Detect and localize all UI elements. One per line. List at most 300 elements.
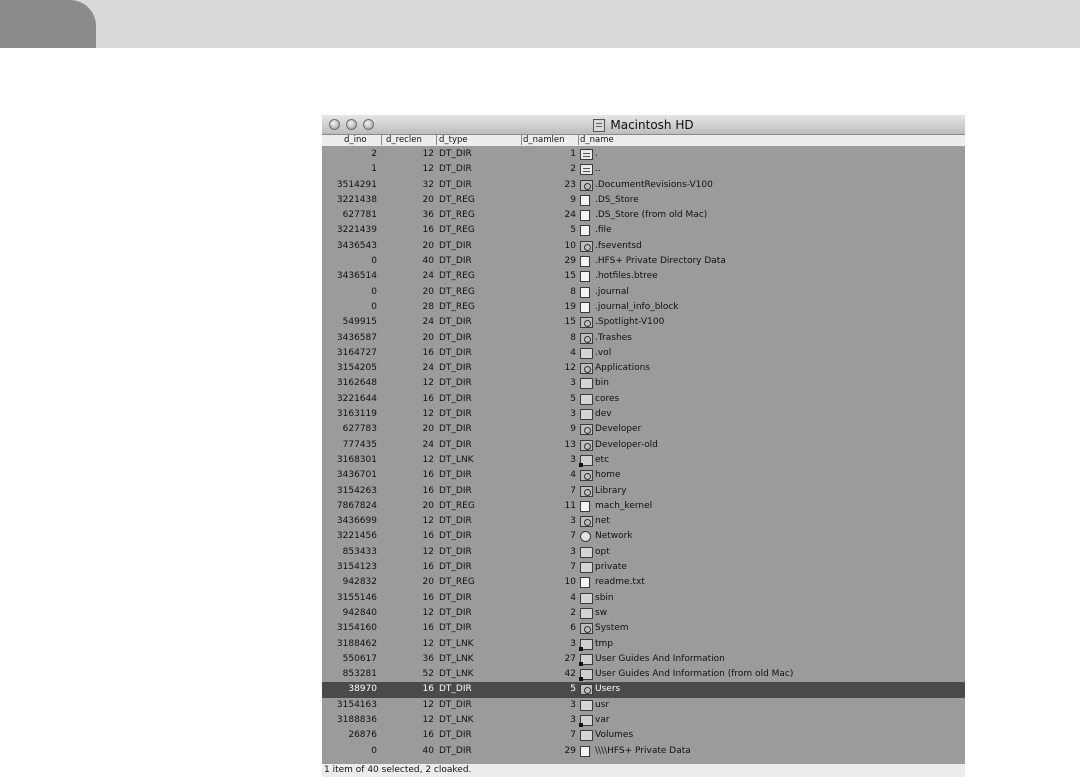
table-row[interactable] <box>322 376 965 391</box>
cell-d-reclen: 20 <box>422 577 434 588</box>
folder-icon <box>580 547 593 558</box>
table-row[interactable] <box>322 407 965 422</box>
folder-icon <box>580 394 593 405</box>
cell-d-reclen: 28 <box>422 301 434 312</box>
cell-d-name: .DS_Store <box>595 194 639 205</box>
cell-d-name: Developer-old <box>595 439 658 450</box>
cell-d-ino: 550617 <box>342 653 377 664</box>
cell-d-ino: 1 <box>371 164 377 175</box>
cell-d-reclen: 40 <box>422 256 434 267</box>
cell-d-reclen: 32 <box>422 179 434 190</box>
cell-d-reclen: 16 <box>422 470 434 481</box>
cell-d-namlen: 8 <box>570 332 576 343</box>
system-folder-icon <box>580 486 593 497</box>
cell-d-ino: 38970 <box>348 684 377 695</box>
cell-d-type: DT_DIR <box>439 149 472 159</box>
cell-d-reclen: 16 <box>422 562 434 573</box>
cell-d-namlen: 4 <box>570 347 576 358</box>
table-row[interactable] <box>322 239 965 254</box>
table-row[interactable] <box>322 468 965 483</box>
cell-d-type: DT_LNK <box>439 638 474 649</box>
column-header <box>322 135 965 147</box>
cell-d-reclen: 16 <box>422 684 434 695</box>
file-icon <box>580 287 590 298</box>
cell-d-namlen: 7 <box>570 531 576 542</box>
cell-d-namlen: 29 <box>564 745 576 756</box>
network-icon <box>580 531 591 542</box>
folder-icon <box>580 409 593 420</box>
cell-d-ino: 3163119 <box>336 409 377 420</box>
cell-d-namlen: 23 <box>564 179 576 190</box>
cell-d-ino: 3221438 <box>336 194 377 205</box>
folder-icon <box>580 348 593 359</box>
cell-d-namlen: 5 <box>570 393 576 404</box>
cell-d-reclen: 16 <box>422 225 434 236</box>
cell-d-name: Users <box>595 684 621 695</box>
cell-d-reclen: 24 <box>422 363 434 374</box>
cell-d-type: DT_REG <box>439 225 475 236</box>
cell-d-ino: 3154205 <box>336 363 377 374</box>
cell-d-type: DT_DIR <box>439 684 472 695</box>
top-banner <box>0 0 1080 48</box>
cell-d-namlen: 11 <box>564 500 576 511</box>
cell-d-name: sbin <box>595 592 614 603</box>
cell-d-reclen: 36 <box>422 210 434 221</box>
file-icon <box>580 302 590 313</box>
cell-d-type: DT_DIR <box>439 256 472 267</box>
table-row[interactable] <box>322 438 965 453</box>
cell-d-reclen: 16 <box>422 347 434 358</box>
cell-d-name: Applications <box>595 363 650 374</box>
system-folder-icon <box>580 180 593 191</box>
cell-d-reclen: 12 <box>422 516 434 527</box>
cell-d-name: bin <box>595 378 609 389</box>
status-text: 1 item of 40 selected, 2 cloaked. <box>324 765 472 775</box>
cell-d-name: tmp <box>595 638 614 649</box>
cell-d-ino: 3188462 <box>336 638 377 649</box>
column-divider[interactable] <box>521 135 522 145</box>
cell-d-name: opt <box>595 546 610 557</box>
folder-icon <box>580 730 593 741</box>
cell-d-reclen: 12 <box>422 409 434 420</box>
cell-d-ino: 3168301 <box>336 454 377 465</box>
cell-d-type: DT_DIR <box>439 485 472 496</box>
cell-d-namlen: 5 <box>570 225 576 236</box>
cell-d-type: DT_DIR <box>439 363 472 374</box>
cell-d-name: .HFS+ Private Directory Data <box>595 256 726 267</box>
cell-d-type: DT_REG <box>439 577 475 588</box>
alias-icon <box>580 455 593 466</box>
cell-d-ino: 3154123 <box>336 562 377 573</box>
cell-d-reclen: 12 <box>422 454 434 465</box>
file-icon <box>580 195 590 206</box>
cell-d-type: DT_DIR <box>439 607 472 618</box>
cell-d-type: DT_DIR <box>439 332 472 343</box>
cell-d-type: DT_REG <box>439 271 475 282</box>
table-row[interactable] <box>322 208 965 223</box>
table-row[interactable] <box>322 315 965 330</box>
table-row[interactable] <box>322 621 965 636</box>
system-folder-icon <box>580 684 593 695</box>
cell-d-reclen: 24 <box>422 317 434 328</box>
cell-d-namlen: 10 <box>564 577 576 588</box>
cell-d-type: DT_DIR <box>439 546 472 557</box>
cell-d-type: DT_DIR <box>439 516 472 527</box>
cell-d-reclen: 16 <box>422 485 434 496</box>
cell-d-name: dev <box>595 409 612 420</box>
cell-d-reclen: 12 <box>422 607 434 618</box>
cell-d-name: .vol <box>595 347 612 358</box>
alias-icon <box>580 715 593 726</box>
title-area <box>322 115 965 135</box>
cell-d-namlen: 7 <box>570 562 576 573</box>
cell-d-name: System <box>595 623 629 634</box>
cell-d-reclen: 20 <box>422 500 434 511</box>
cell-d-type: DT_DIR <box>439 730 472 741</box>
cell-d-ino: 3154263 <box>336 485 377 496</box>
table-row[interactable] <box>322 514 965 529</box>
cell-d-name: sw <box>595 607 608 618</box>
table-row[interactable] <box>322 484 965 499</box>
cell-d-reclen: 12 <box>422 699 434 710</box>
cell-d-namlen: 7 <box>570 730 576 741</box>
cell-d-reclen: 36 <box>422 653 434 664</box>
cell-d-name: private <box>595 562 627 573</box>
cell-d-namlen: 7 <box>570 485 576 496</box>
cell-d-name: Volumes <box>595 730 634 741</box>
alias-icon <box>580 639 593 650</box>
cell-d-ino: 2 <box>371 149 377 159</box>
cell-d-namlen: 3 <box>570 516 576 527</box>
cell-d-name: Library <box>595 485 627 496</box>
cell-d-name: .. <box>595 164 601 175</box>
cell-d-namlen: 3 <box>570 714 576 725</box>
table-row[interactable] <box>322 606 965 621</box>
cell-d-reclen: 16 <box>422 393 434 404</box>
table-row[interactable] <box>322 591 965 606</box>
table-row[interactable] <box>322 331 965 346</box>
file-list <box>322 147 965 759</box>
cell-d-type: DT_REG <box>439 301 475 312</box>
folder-icon <box>580 593 593 604</box>
cell-d-reclen: 12 <box>422 378 434 389</box>
system-folder-icon <box>580 333 593 344</box>
cell-d-namlen: 42 <box>564 669 576 680</box>
cell-d-namlen: 15 <box>564 271 576 282</box>
cell-d-reclen: 12 <box>422 546 434 557</box>
cell-d-name: .file <box>595 225 612 236</box>
cell-d-ino: 853281 <box>342 669 377 680</box>
cell-d-ino: 853433 <box>342 546 377 557</box>
column-d-reclen[interactable]: d_reclen <box>386 135 422 145</box>
cell-d-type: DT_DIR <box>439 409 472 420</box>
cell-d-reclen: 52 <box>422 669 434 680</box>
cell-d-type: DT_REG <box>439 194 475 205</box>
file-icon <box>580 746 590 757</box>
cell-d-ino: 3164727 <box>336 347 377 358</box>
cell-d-type: DT_DIR <box>439 424 472 435</box>
table-row[interactable] <box>322 147 965 162</box>
cell-d-reclen: 12 <box>422 714 434 725</box>
cell-d-ino: 3221644 <box>336 393 377 404</box>
status-bar <box>322 764 965 777</box>
cell-d-type: DT_LNK <box>439 653 474 664</box>
cell-d-namlen: 24 <box>564 210 576 221</box>
cell-d-reclen: 16 <box>422 623 434 634</box>
table-row[interactable] <box>322 499 965 514</box>
file-icon <box>580 225 590 236</box>
cell-d-ino: 942840 <box>342 607 377 618</box>
cell-d-ino: 3436699 <box>336 516 377 527</box>
cell-d-ino: 549915 <box>342 317 377 328</box>
table-row[interactable] <box>322 346 965 361</box>
cell-d-namlen: 2 <box>570 607 576 618</box>
table-row[interactable] <box>322 560 965 575</box>
finder-window <box>322 115 965 777</box>
table-row[interactable] <box>322 545 965 560</box>
file-icon <box>580 501 590 512</box>
cell-d-namlen: 1 <box>570 149 576 159</box>
cell-d-type: DT_DIR <box>439 699 472 710</box>
cell-d-name: etc <box>595 454 610 465</box>
cell-d-ino: 627783 <box>342 424 377 435</box>
cell-d-name: .fseventsd <box>595 240 642 251</box>
cell-d-type: DT_LNK <box>439 454 474 465</box>
cell-d-name: .hotfiles.btree <box>595 271 658 282</box>
table-row[interactable] <box>322 682 965 697</box>
cell-d-name: readme.txt <box>595 577 645 588</box>
column-d-namlen[interactable]: d_namlen <box>523 135 565 145</box>
cell-d-type: DT_DIR <box>439 623 472 634</box>
table-row[interactable] <box>322 652 965 667</box>
cell-d-reclen: 12 <box>422 149 434 159</box>
table-row[interactable] <box>322 223 965 238</box>
file-icon <box>580 577 590 588</box>
cell-d-type: DT_LNK <box>439 669 474 680</box>
cell-d-ino: 3436701 <box>336 470 377 481</box>
table-row[interactable] <box>322 713 965 728</box>
table-row[interactable] <box>322 422 965 437</box>
table-row[interactable] <box>322 162 965 177</box>
cell-d-reclen: 16 <box>422 730 434 741</box>
cell-d-namlen: 4 <box>570 470 576 481</box>
cell-d-namlen: 10 <box>564 240 576 251</box>
system-folder-icon <box>580 363 593 374</box>
cell-d-namlen: 3 <box>570 546 576 557</box>
column-d-name[interactable]: d_name <box>580 135 614 145</box>
cell-d-name: var <box>595 714 610 725</box>
folder-icon <box>580 608 593 619</box>
cell-d-namlen: 15 <box>564 317 576 328</box>
cell-d-namlen: 8 <box>570 286 576 297</box>
column-divider[interactable] <box>578 135 579 145</box>
system-folder-icon <box>580 470 593 481</box>
table-row[interactable] <box>322 285 965 300</box>
file-icon <box>580 256 590 267</box>
cell-d-namlen: 9 <box>570 424 576 435</box>
cell-d-ino: 3436543 <box>336 240 377 251</box>
hard-disk-icon <box>593 119 605 132</box>
cell-d-reclen: 24 <box>422 439 434 450</box>
table-row[interactable] <box>322 193 965 208</box>
cell-d-namlen: 27 <box>564 653 576 664</box>
cell-d-reclen: 16 <box>422 531 434 542</box>
cell-d-ino: 3436587 <box>336 332 377 343</box>
system-folder-icon <box>580 623 593 634</box>
cell-d-type: DT_DIR <box>439 347 472 358</box>
cell-d-reclen: 16 <box>422 592 434 603</box>
cell-d-reclen: 20 <box>422 332 434 343</box>
folder-icon <box>580 700 593 711</box>
cell-d-name: User Guides And Information (from old Mac) <box>595 669 794 680</box>
cell-d-name: .Trashes <box>595 332 632 343</box>
cell-d-ino: 0 <box>371 286 377 297</box>
cell-d-ino: 26876 <box>348 730 377 741</box>
alias-icon <box>580 654 593 665</box>
system-folder-icon <box>580 516 593 527</box>
cell-d-namlen: 19 <box>564 301 576 312</box>
disk-icon <box>580 149 593 160</box>
cell-d-name: User Guides And Information <box>595 653 725 664</box>
cell-d-name: . <box>595 149 598 159</box>
table-row[interactable] <box>322 453 965 468</box>
cell-d-reclen: 12 <box>422 164 434 175</box>
table-row[interactable] <box>322 744 965 759</box>
table-row[interactable] <box>322 529 965 544</box>
cell-d-name: net <box>595 516 610 527</box>
cell-d-type: DT_LNK <box>439 714 474 725</box>
cell-d-namlen: 12 <box>564 363 576 374</box>
window-title: Macintosh HD <box>610 118 694 132</box>
cell-d-name: Developer <box>595 424 642 435</box>
table-row[interactable] <box>322 637 965 652</box>
cell-d-type: DT_DIR <box>439 470 472 481</box>
cell-d-type: DT_DIR <box>439 592 472 603</box>
cell-d-name: \\\\HFS+ Private Data <box>595 745 691 756</box>
cell-d-name: Network <box>595 531 633 542</box>
cell-d-type: DT_DIR <box>439 317 472 328</box>
cell-d-ino: 3221456 <box>336 531 377 542</box>
cell-d-name: .Spotlight-V100 <box>595 317 665 328</box>
top-tab <box>0 0 96 48</box>
cell-d-type: DT_REG <box>439 286 475 297</box>
cell-d-ino: 0 <box>371 301 377 312</box>
cell-d-namlen: 6 <box>570 623 576 634</box>
cell-d-namlen: 3 <box>570 638 576 649</box>
cell-d-name: .journal <box>595 286 629 297</box>
cell-d-namlen: 29 <box>564 256 576 267</box>
cell-d-type: DT_DIR <box>439 179 472 190</box>
cell-d-namlen: 2 <box>570 164 576 175</box>
cell-d-ino: 627781 <box>342 210 377 221</box>
cell-d-type: DT_REG <box>439 500 475 511</box>
cell-d-namlen: 13 <box>564 439 576 450</box>
cell-d-namlen: 3 <box>570 378 576 389</box>
cell-d-type: DT_DIR <box>439 378 472 389</box>
cell-d-ino: 3154160 <box>336 623 377 634</box>
cell-d-name: home <box>595 470 621 481</box>
cell-d-namlen: 3 <box>570 699 576 710</box>
cell-d-type: DT_DIR <box>439 562 472 573</box>
cell-d-name: .DS_Store (from old Mac) <box>595 210 708 221</box>
column-divider[interactable] <box>381 135 382 145</box>
cell-d-type: DT_DIR <box>439 745 472 756</box>
disk-icon <box>580 164 593 175</box>
cell-d-ino: 3221439 <box>336 225 377 236</box>
cell-d-namlen: 4 <box>570 592 576 603</box>
column-d-type[interactable]: d_type <box>439 135 468 145</box>
title-bar[interactable] <box>322 115 965 135</box>
cell-d-name: .journal_info_block <box>595 301 679 312</box>
table-row[interactable] <box>322 575 965 590</box>
cell-d-type: DT_DIR <box>439 439 472 450</box>
system-folder-icon <box>580 317 593 328</box>
column-divider[interactable] <box>436 135 437 145</box>
cell-d-namlen: 3 <box>570 454 576 465</box>
folder-icon <box>580 562 593 573</box>
cell-d-ino: 3162648 <box>336 378 377 389</box>
cell-d-reclen: 40 <box>422 745 434 756</box>
cell-d-type: DT_REG <box>439 210 475 221</box>
cell-d-ino: 777435 <box>342 439 377 450</box>
system-folder-icon <box>580 424 593 435</box>
cell-d-reclen: 20 <box>422 424 434 435</box>
alias-icon <box>580 669 593 680</box>
table-row[interactable] <box>322 728 965 743</box>
table-row[interactable] <box>322 300 965 315</box>
cell-d-namlen: 5 <box>570 684 576 695</box>
table-row[interactable] <box>322 361 965 376</box>
table-row[interactable] <box>322 667 965 682</box>
cell-d-namlen: 3 <box>570 409 576 420</box>
system-folder-icon <box>580 241 593 252</box>
cell-d-namlen: 9 <box>570 194 576 205</box>
file-icon <box>580 271 590 282</box>
cell-d-type: DT_DIR <box>439 393 472 404</box>
system-folder-icon <box>580 440 593 451</box>
table-row[interactable] <box>322 698 965 713</box>
cell-d-ino: 942832 <box>342 577 377 588</box>
cell-d-type: DT_DIR <box>439 531 472 542</box>
cell-d-reclen: 20 <box>422 240 434 251</box>
cell-d-ino: 3155146 <box>336 592 377 603</box>
cell-d-reclen: 20 <box>422 286 434 297</box>
file-icon <box>580 210 590 221</box>
folder-icon <box>580 378 593 389</box>
cell-d-ino: 3188836 <box>336 714 377 725</box>
cell-d-name: mach_kernel <box>595 500 653 511</box>
table-row[interactable] <box>322 178 965 193</box>
cell-d-type: DT_DIR <box>439 240 472 251</box>
cell-d-type: DT_DIR <box>439 164 472 175</box>
cell-d-ino: 0 <box>371 256 377 267</box>
table-row[interactable] <box>322 392 965 407</box>
cell-d-ino: 3154163 <box>336 699 377 710</box>
cell-d-name: .DocumentRevisions-V100 <box>595 179 713 190</box>
table-row[interactable] <box>322 254 965 269</box>
cell-d-ino: 7867824 <box>336 500 377 511</box>
cell-d-name: usr <box>595 699 610 710</box>
cell-d-ino: 0 <box>371 745 377 756</box>
column-d-ino[interactable]: d_ino <box>344 135 367 145</box>
cell-d-reclen: 12 <box>422 638 434 649</box>
cell-d-ino: 3436514 <box>336 271 377 282</box>
cell-d-reclen: 20 <box>422 194 434 205</box>
cell-d-ino: 3514291 <box>336 179 377 190</box>
cell-d-name: cores <box>595 393 620 404</box>
cell-d-reclen: 24 <box>422 271 434 282</box>
table-row[interactable] <box>322 269 965 284</box>
